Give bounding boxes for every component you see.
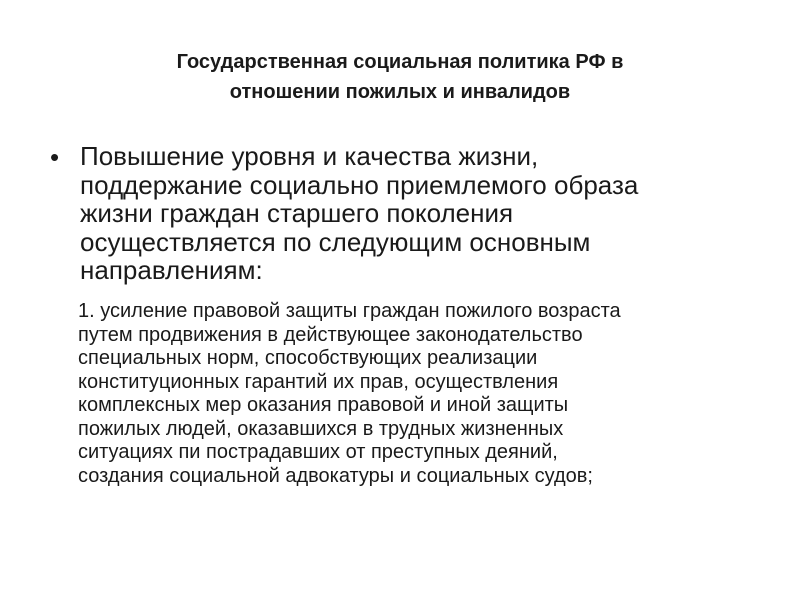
sub-item-line: создания социальной адвокатуры и социальных судов;: [78, 464, 593, 487]
sub-item-line: пожилых людей, оказавшихся в трудных жизненных: [78, 417, 564, 440]
sub-item-line: конституционных гарантий их прав, осуществления: [78, 370, 559, 393]
sub-item-line: 1. усиление правовой защиты граждан пожилого возраста: [78, 300, 621, 322]
sub-item-line: ситуациях пи пострадавших от преступных деяний,: [78, 441, 558, 463]
bullet-text: [80, 142, 755, 285]
bullet-text-line: Повышение уровня и качества жизни,: [80, 141, 539, 171]
bullet-text-line: жизни граждан старшего поколения: [80, 198, 514, 228]
bullet-item: [50, 142, 755, 285]
sub-item-line: путем продвижения в действующее законодательство: [78, 323, 583, 346]
bullet-marker: •: [50, 142, 60, 172]
sub-item-1: [78, 300, 738, 488]
slide-title-line: Государственная социальная политика РФ в: [176, 51, 624, 73]
sub-item-line: специальных норм, способствующих реализации: [78, 347, 538, 369]
sub-item-line: комплексных мер оказания правовой и иной защиты: [78, 394, 569, 416]
slide-title-line: отношении пожилых и инвалидов: [229, 81, 571, 103]
bullet-text-line: направлениям:: [80, 255, 263, 285]
slide-title: [60, 47, 740, 107]
bullet-text-line: осуществляется по следующим основным: [80, 226, 591, 257]
bullet-text-line: поддержание социально приемлемого образа: [80, 169, 639, 200]
